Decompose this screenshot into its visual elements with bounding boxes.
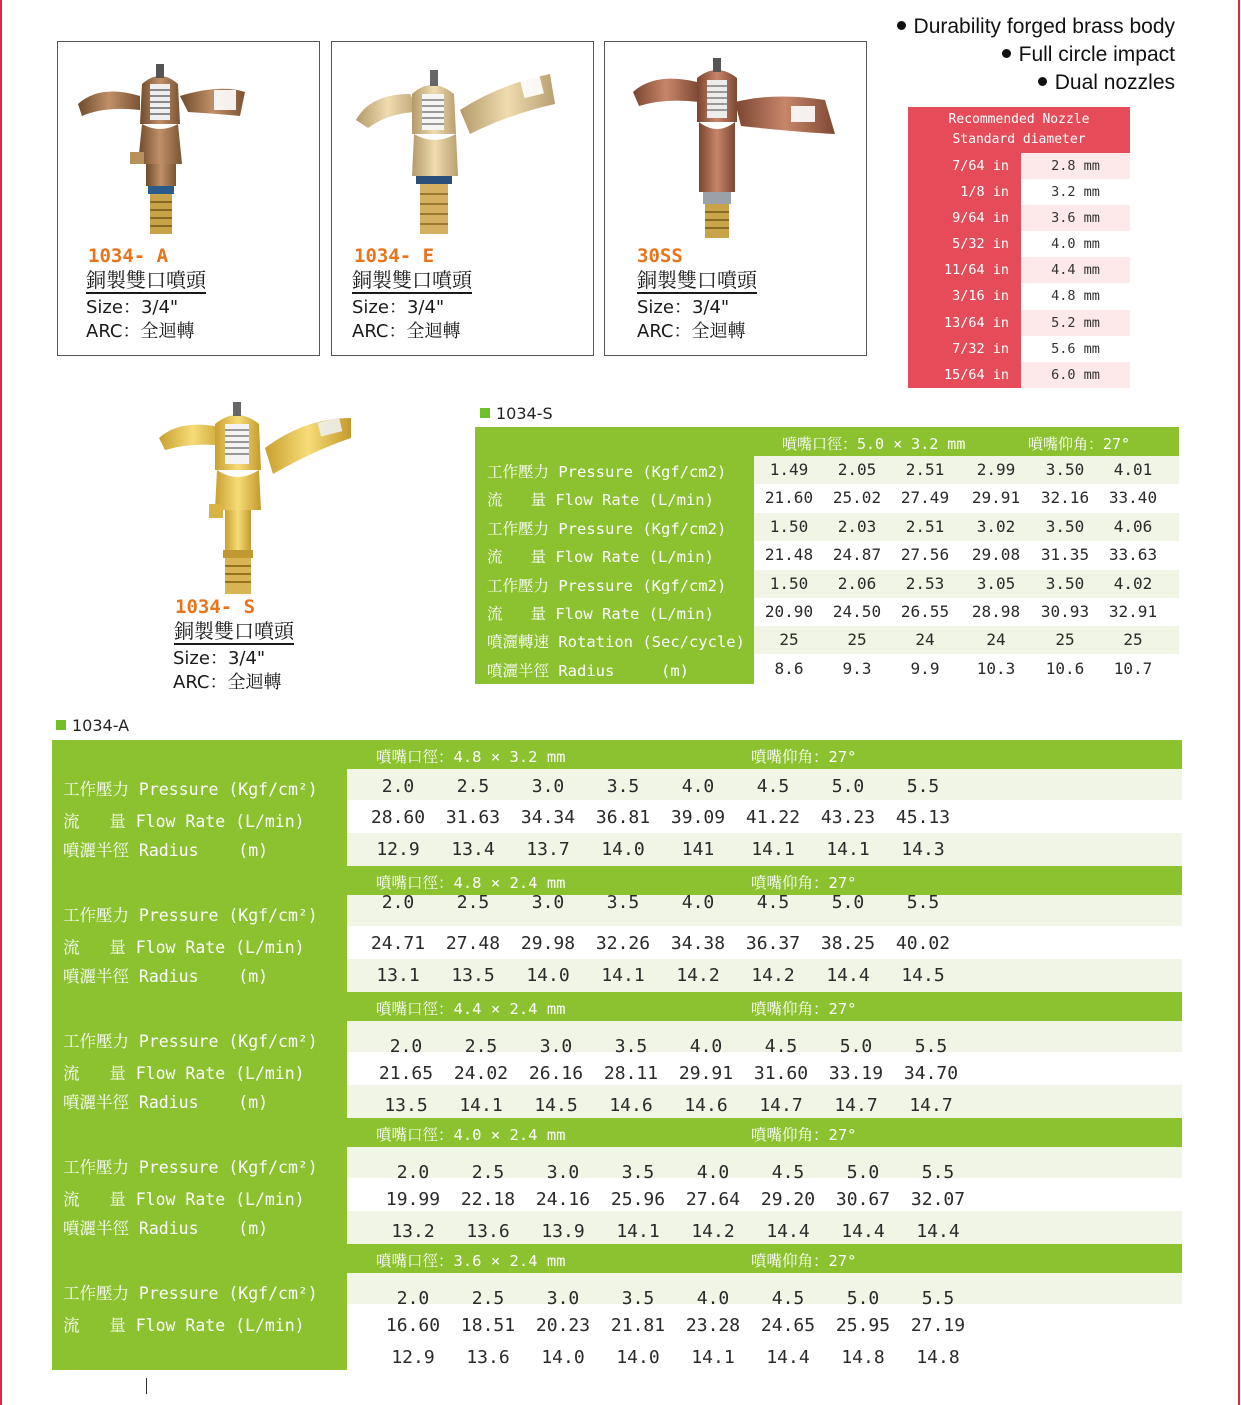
row-label: 流 量 Flow Rate (L/min) [487,491,714,510]
table-cell: 9.3 [842,658,872,678]
table-cell: 2.0 [381,892,415,913]
table-cell: 4.0 [696,1162,730,1183]
table-cell: 14.1 [459,1095,503,1116]
table-cell: 24.50 [832,602,882,621]
table-cell: 3.02 [976,516,1016,536]
nozzle-inch: 5/32 in [908,231,1021,257]
table-cell: 4.5 [764,1036,798,1057]
table-cell: 19.99 [385,1189,441,1210]
nozzle-angle-header: 噴嘴仰角：27° [751,748,857,766]
row-label: 噴灑半徑 Radius (m) [487,661,689,680]
table-cell: 2.5 [456,776,490,797]
row-label: 工作壓力 Pressure (Kgf/cm²) [63,906,318,925]
table-cell: 4.5 [756,892,790,913]
table-cell: 4.02 [1113,573,1153,593]
table-cell: 1.50 [769,516,809,536]
table-cell: 4.5 [771,1162,805,1183]
table-cell: 3.0 [539,1036,573,1057]
nozzle-mm: 4.0 mm [1021,231,1130,257]
table-cell: 24.02 [453,1063,509,1084]
table-cell: 14.8 [916,1347,960,1368]
table-cell: 14.7 [759,1095,803,1116]
table-cell: 2.5 [456,892,490,913]
sprinkler-1034a-image [70,54,250,244]
feature-item: Full circle impact [897,41,1175,69]
table-cell: 1.49 [769,460,809,479]
table-cell: 31.35 [1040,545,1090,565]
table-cell: 22.18 [460,1189,516,1210]
table-cell: 3.5 [606,776,640,797]
table-cell: 10.7 [1113,658,1153,678]
table-cell: 32.91 [1108,602,1158,621]
table-cell: 13.2 [391,1221,435,1242]
table-cell: 14.4 [841,1221,885,1242]
table-cell: 5.0 [846,1288,880,1309]
nozzle-mm: 6.0 mm [1021,362,1130,388]
green-square-icon [56,720,66,730]
table-cell: 25.96 [610,1189,666,1210]
footer-tick [146,1378,147,1394]
row-label: 工作壓力 Pressure (Kgf/cm2) [487,519,727,538]
nozzle-mm: 3.6 mm [1021,205,1130,231]
table-cell: 13.7 [526,839,570,860]
table-cell: 27.19 [910,1315,966,1336]
table-cell: 24 [986,630,1006,650]
table-cell: 12.9 [376,839,420,860]
feature-list [897,13,1175,97]
table-cell: 5.5 [906,892,940,913]
table-cell: 25 [1123,630,1143,650]
table-cell: 2.05 [837,460,877,479]
table-cell: 32.26 [595,933,651,954]
row-label: 工作壓力 Pressure (Kgf/cm2) [487,576,727,595]
table-cell: 27.64 [685,1189,741,1210]
table-cell: 28.98 [971,602,1021,621]
table-cell: 4.0 [689,1036,723,1057]
table-cell: 29.20 [760,1189,816,1210]
table-cell: 10.3 [976,658,1016,678]
nozzle-inch: 7/32 in [908,336,1021,362]
table-cell: 5.5 [914,1036,948,1057]
table-cell: 3.50 [1045,573,1085,593]
table-cell: 13.1 [376,965,420,986]
table-cell: 32.07 [910,1189,966,1210]
table-cell: 3.0 [531,892,565,913]
table-cell: 36.37 [745,933,801,954]
table-cell: 14.2 [751,965,795,986]
table-cell: 5.5 [906,776,940,797]
nozzle-row [908,179,1130,205]
nozzle-size-header: 噴嘴口徑：4.8 × 2.4 mm [376,874,566,892]
table-cell: 2.03 [837,516,877,536]
bullet-icon [1038,77,1047,86]
table-cell: 36.81 [595,807,651,828]
table-cell: 1.50 [769,573,809,593]
nozzle-angle-header: 噴嘴仰角：27° [751,1126,857,1144]
nozzle-inch: 3/16 in [908,283,1021,309]
nozzle-row [908,231,1130,257]
table-cell: 10.6 [1045,658,1085,678]
table-cell: 41.22 [745,807,801,828]
table-cell: 14.0 [616,1347,660,1368]
table-cell: 33.19 [828,1063,884,1084]
row-label: 流 量 Flow Rate (L/min) [487,605,714,623]
table-cell: 31.63 [445,807,501,828]
row-label: 工作壓力 Pressure (Kgf/cm²) [63,1284,318,1303]
nozzle-size-header: 噴嘴口徑：3.6 × 2.4 mm [376,1252,566,1270]
table-cell: 18.51 [460,1315,516,1336]
product-size: Size：3/4" [173,648,266,669]
table-cell: 21.48 [764,545,814,565]
table-cell: 33.63 [1108,545,1158,565]
table-cell: 29.91 [971,488,1021,508]
row-label: 噴灑半徑 Radius (m) [63,967,269,986]
table-cell: 2.51 [905,460,945,479]
row-label: 流 量 Flow Rate (L/min) [63,1316,305,1335]
table-cell: 40.02 [895,933,951,954]
table-cell: 3.0 [546,1288,580,1309]
table-cell: 13.9 [541,1221,585,1242]
product-name: 銅製雙口噴頭 [352,268,472,292]
table-cell: 14.4 [826,965,870,986]
table-cell: 27.48 [445,933,501,954]
product-name: 銅製雙口噴頭 [174,619,294,643]
table-cell: 38.25 [820,933,876,954]
nozzle-row [908,153,1130,179]
table-cell: 2.5 [464,1036,498,1057]
table-cell: 32.16 [1040,488,1090,508]
section-label-1034a: 1034-A [56,716,129,735]
table-cell: 25.95 [835,1315,891,1336]
nozzle-mm: 3.2 mm [1021,179,1130,205]
table-cell: 20.90 [764,602,814,621]
table-cell: 29.08 [971,545,1021,565]
table-cell: 16.60 [385,1315,441,1336]
product-arc: ARC：全迴轉 [173,672,282,693]
table-cell: 14.3 [901,839,945,860]
nozzle-size-header: 噴嘴口徑：4.0 × 2.4 mm [376,1126,566,1144]
nozzle-angle-header: 噴嘴仰角：27° [751,1000,857,1018]
row-label: 噴灑半徑 Radius (m) [63,841,269,860]
table-cell: 14.1 [601,965,645,986]
table-cell: 14.7 [909,1095,953,1116]
row-label: 噴灑半徑 Radius (m) [63,1093,269,1112]
table-cell: 3.50 [1045,516,1085,536]
table-cell: 24 [915,630,935,650]
nozzle-angle-header: 噴嘴仰角：27° [751,874,857,892]
table-cell: 21.81 [610,1315,666,1336]
table-cell: 4.06 [1113,516,1153,536]
nozzle-row [908,205,1130,231]
table-cell: 5.0 [839,1036,873,1057]
row-label: 工作壓力 Pressure (Kgf/cm²) [63,780,318,799]
nozzle-row [908,257,1130,283]
table-cell: 3.0 [546,1162,580,1183]
table-cell: 34.34 [520,807,576,828]
table-cell: 13.5 [384,1095,428,1116]
table-cell: 12.9 [391,1347,435,1368]
left-margin-line [0,0,2,1405]
row-label: 噴灑半徑 Radius (m) [63,1219,269,1238]
table-1034s-nozzle-header: 噴嘴口徑：5.0 × 3.2 mm [782,435,966,453]
table-cell: 34.38 [670,933,726,954]
product-name: 銅製雙口噴頭 [86,268,206,292]
table-cell: 141 [681,839,715,860]
table-cell: 14.5 [901,965,945,986]
nozzle-inch: 15/64 in [908,362,1021,388]
product-arc: ARC：全迴轉 [637,321,746,342]
nozzle-inch: 1/8 in [908,179,1021,205]
product-arc: ARC：全迴轉 [352,321,461,342]
row-label: 流 量 Flow Rate (L/min) [487,548,714,567]
nozzle-mm: 2.8 mm [1021,153,1130,179]
table-cell: 25 [779,630,799,650]
table-cell: 14.0 [601,839,645,860]
table-cell: 3.50 [1045,460,1085,479]
table-cell: 27.49 [900,488,950,508]
table-cell: 2.5 [471,1288,505,1309]
table-cell: 14.4 [766,1347,810,1368]
bullet-icon [1002,49,1011,58]
table-cell: 30.67 [835,1189,891,1210]
table-cell: 26.16 [528,1063,584,1084]
table-cell: 24.16 [535,1189,591,1210]
row-label: 流 量 Flow Rate (L/min) [63,812,305,831]
table-cell: 14.1 [616,1221,660,1242]
table-cell: 3.5 [621,1288,655,1309]
table-cell: 14.1 [826,839,870,860]
product-size: Size：3/4" [637,297,730,318]
sprinkler-30ss-image [625,52,845,244]
right-margin-line [1238,0,1240,1405]
table-cell: 14.6 [609,1095,653,1116]
bullet-icon [897,21,906,30]
table-cell: 31.60 [753,1063,809,1084]
table-cell: 2.53 [905,573,945,593]
table-cell: 21.60 [764,488,814,508]
table-cell: 3.5 [614,1036,648,1057]
row-label: 流 量 Flow Rate (L/min) [63,938,305,957]
nozzle-mm: 4.8 mm [1021,283,1130,309]
table-cell: 3.05 [976,573,1016,593]
product-name: 銅製雙口噴頭 [637,268,757,292]
table-cell: 28.60 [370,807,426,828]
table-cell: 25.02 [832,488,882,508]
table-cell: 2.5 [471,1162,505,1183]
table-cell: 24.87 [832,545,882,565]
nozzle-inch: 9/64 in [908,205,1021,231]
nozzle-size-header: 噴嘴口徑：4.4 × 2.4 mm [376,1000,566,1018]
table-1034s-angle-header: 噴嘴仰角：27° [1028,435,1131,453]
table-cell: 27.56 [900,545,950,565]
green-square-icon [480,408,490,418]
nozzle-row [908,336,1130,362]
section-label-1034s: 1034-S [480,404,553,423]
row-label: 工作壓力 Pressure (Kgf/cm²) [63,1158,318,1177]
nozzle-inch: 11/64 in [908,257,1021,283]
product-card-30ss [604,41,867,356]
feature-item: Durability forged brass body [897,13,1175,41]
table-cell: 4.0 [696,1288,730,1309]
table-cell: 4.5 [771,1288,805,1309]
product-arc: ARC：全迴轉 [86,321,195,342]
table-cell: 25 [1055,630,1075,650]
table-cell: 14.1 [751,839,795,860]
nozzle-inch: 7/64 in [908,153,1021,179]
table-cell: 13.6 [466,1221,510,1242]
nozzle-row [908,283,1130,309]
table-cell: 5.0 [831,776,865,797]
product-card-1034a [57,41,320,356]
table-1034a-label-column [52,740,347,1370]
product-model: 1034- A [88,245,169,267]
table-cell: 3.0 [531,776,565,797]
table-cell: 33.40 [1108,488,1158,508]
row-label: 工作壓力 Pressure (Kgf/cm²) [63,1032,318,1051]
nozzle-row [908,310,1130,336]
table-cell: 5.0 [831,892,865,913]
table-cell: 24.71 [370,933,426,954]
table-cell: 23.28 [685,1315,741,1336]
table-cell: 24.65 [760,1315,816,1336]
nozzle-table-header: Recommended Nozzle Standard diameter [908,107,1130,153]
table-cell: 14.0 [526,965,570,986]
table-cell: 5.5 [921,1288,955,1309]
table-cell: 4.01 [1113,460,1153,479]
table-cell: 4.0 [681,892,715,913]
table-cell: 30.93 [1040,602,1090,621]
table-cell: 5.5 [921,1162,955,1183]
table-cell: 3.5 [606,892,640,913]
table-cell: 2.0 [389,1036,423,1057]
nozzle-size-header: 噴嘴口徑：4.8 × 3.2 mm [376,748,566,766]
product-card-1034e [331,41,594,356]
table-cell: 3.5 [621,1162,655,1183]
table-cell: 21.65 [378,1063,434,1084]
feature-item: Dual nozzles [897,69,1175,97]
table-cell: 5.0 [846,1162,880,1183]
nozzle-inch: 13/64 in [908,310,1021,336]
table-cell: 2.0 [381,776,415,797]
table-cell: 14.7 [834,1095,878,1116]
table-cell: 14.6 [684,1095,728,1116]
product-model: 1034- E [354,245,435,267]
nozzle-diameter-table [908,107,1130,388]
nozzle-mm: 5.2 mm [1021,310,1130,336]
nozzle-row [908,362,1130,388]
product-size: Size：3/4" [352,297,445,318]
table-cell: 13.4 [451,839,495,860]
nozzle-mm: 5.6 mm [1021,336,1130,362]
table-cell: 34.70 [903,1063,959,1084]
table-cell: 20.23 [535,1315,591,1336]
table-cell: 14.2 [691,1221,735,1242]
table-cell: 4.5 [756,776,790,797]
table-cell: 8.6 [774,658,804,678]
table-cell: 43.23 [820,807,876,828]
table-cell: 14.4 [916,1221,960,1242]
table-cell: 26.55 [900,602,950,621]
table-cell: 25 [847,630,867,650]
table-cell: 29.91 [678,1063,734,1084]
row-label: 流 量 Flow Rate (L/min) [63,1064,305,1083]
row-label: 工作壓力 Pressure (Kgf/cm2) [487,463,727,481]
table-cell: 2.0 [396,1288,430,1309]
row-label: 流 量 Flow Rate (L/min) [63,1190,305,1209]
row-label: 噴灑轉速 Rotation (Sec/cycle) [487,633,745,652]
sprinkler-1034s-image [155,398,355,598]
product-model: 1034- S [175,596,256,618]
table-cell: 29.98 [520,933,576,954]
table-cell: 4.0 [681,776,715,797]
table-cell: 2.51 [905,516,945,536]
table-cell: 2.0 [396,1162,430,1183]
table-cell: 13.6 [466,1347,510,1368]
table-cell: 9.9 [910,658,940,678]
product-size: Size：3/4" [86,297,179,318]
table-cell: 14.1 [691,1347,735,1368]
table-cell: 45.13 [895,807,951,828]
table-cell: 14.2 [676,965,720,986]
sprinkler-1034e-image [350,54,560,244]
table-cell: 14.4 [766,1221,810,1242]
table-cell: 2.99 [976,460,1016,479]
table-cell: 2.06 [837,573,877,593]
table-cell: 39.09 [670,807,726,828]
product-model: 30SS [637,245,683,267]
table-cell: 14.5 [534,1095,578,1116]
nozzle-angle-header: 噴嘴仰角：27° [751,1252,857,1270]
nozzle-mm: 4.4 mm [1021,257,1130,283]
table-cell: 13.5 [451,965,495,986]
table-cell: 14.0 [541,1347,585,1368]
table-cell: 28.11 [603,1063,659,1084]
table-cell: 14.8 [841,1347,885,1368]
